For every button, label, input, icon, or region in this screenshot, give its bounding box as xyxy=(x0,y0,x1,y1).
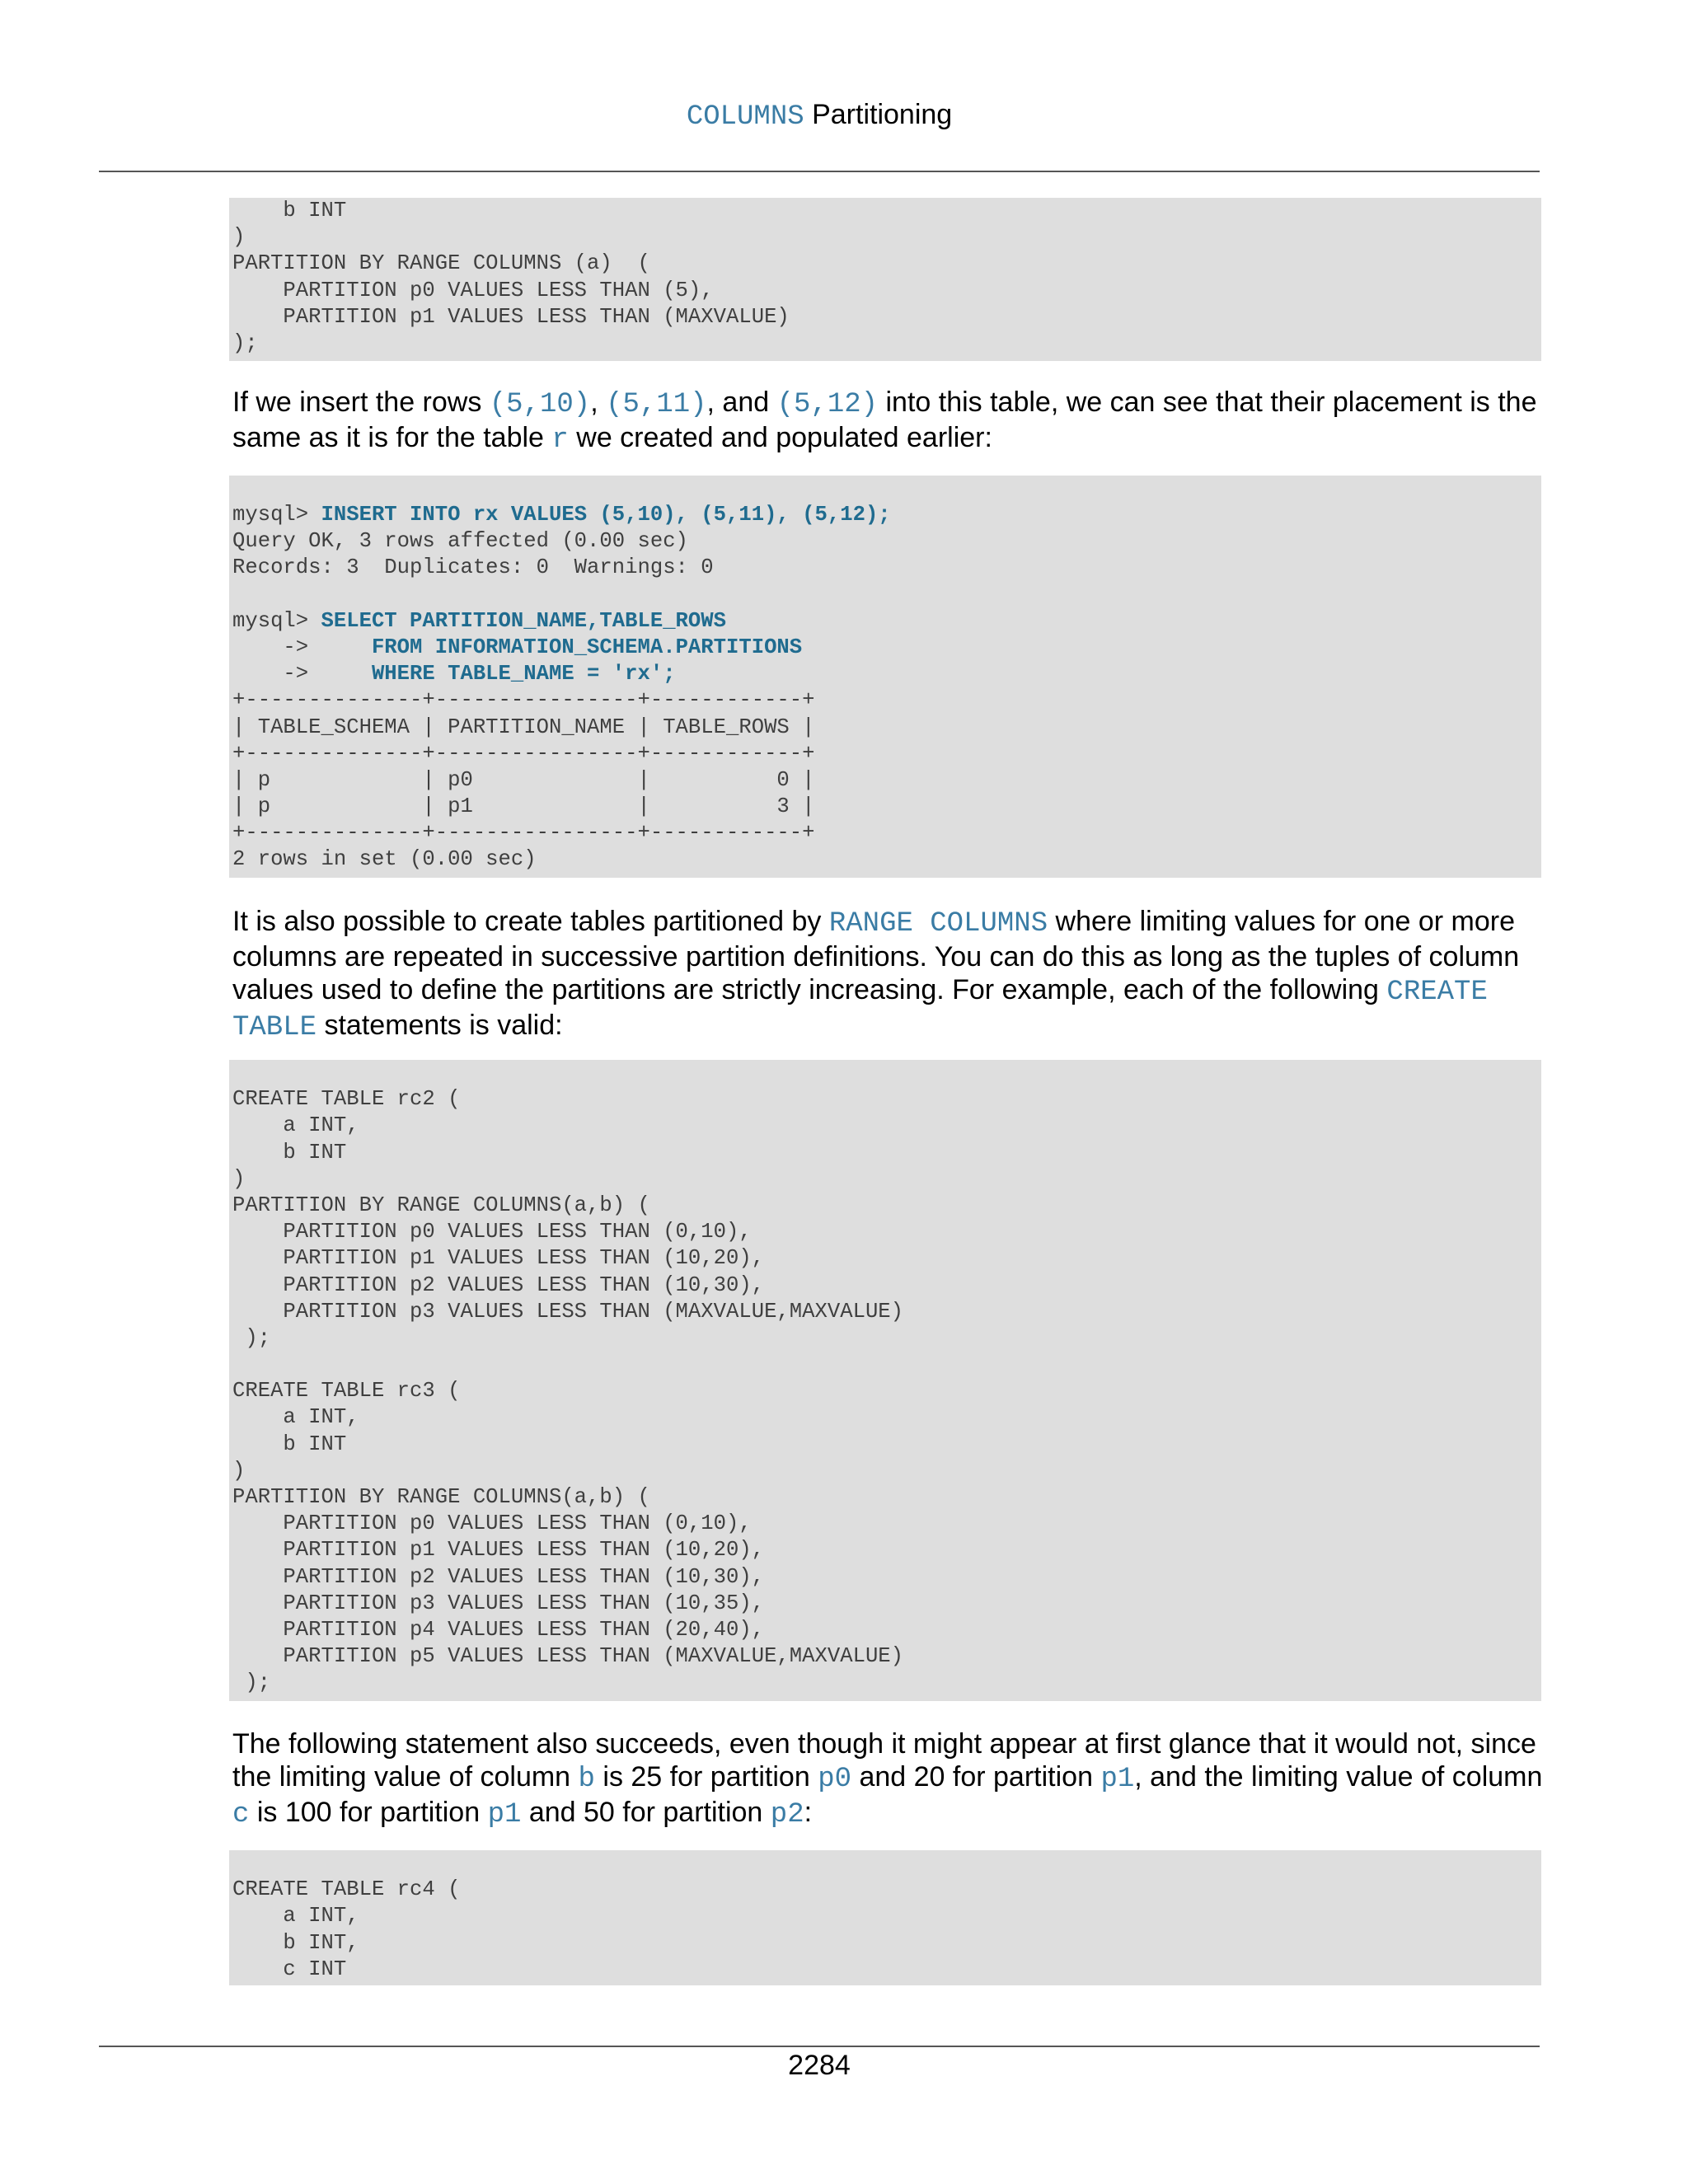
code-line xyxy=(232,1850,1541,1877)
code-line: ) xyxy=(232,225,246,250)
code-line: ); xyxy=(232,1671,271,1695)
para-text: where limiting values for one or more columns are repeated in successive partition definitions. You can do this as long as the tuples of column values used to define the partitions are strictly increasing. For example, each of the following xyxy=(232,906,1520,1005)
code-line: PARTITION p2 VALUES LESS THAN (10,30), xyxy=(232,1564,765,1589)
code-line xyxy=(232,582,1541,608)
result-table-row: | p | p0 | 0 | xyxy=(232,767,815,792)
code-line: ) xyxy=(232,1166,246,1191)
code-line: PARTITION p0 VALUES LESS THAN (0,10), xyxy=(232,1511,752,1536)
code-line: a INT, xyxy=(232,1113,359,1138)
mysql-continuation: -> xyxy=(232,662,372,687)
header-code-term: COLUMNS xyxy=(686,101,804,133)
para-text: statements is valid: xyxy=(316,1010,563,1041)
code-line: PARTITION p2 VALUES LESS THAN (10,30), xyxy=(232,1272,765,1297)
result-table-border: +--------------+----------------+------------+ xyxy=(232,688,815,713)
code-line: PARTITION p5 VALUES LESS THAN (MAXVALUE,MAXVALUE) xyxy=(232,1644,904,1669)
inline-code: p0 xyxy=(818,1764,852,1795)
code-line: b INT xyxy=(232,199,347,223)
code-line: PARTITION p0 VALUES LESS THAN (0,10), xyxy=(232,1220,752,1244)
code-line: b INT, xyxy=(232,1930,359,1955)
paragraph-rc4-explanation xyxy=(232,1727,1545,1831)
sql-command: FROM INFORMATION_SCHEMA.PARTITIONS xyxy=(371,635,803,659)
para-text: , and xyxy=(706,387,777,418)
para-text: and 20 for partition xyxy=(851,1761,1101,1793)
code-line: PARTITION BY RANGE COLUMNS(a,b) ( xyxy=(232,1485,650,1509)
code-line: Query OK, 3 rows affected (0.00 sec) xyxy=(232,529,688,554)
inline-code: (5,10) xyxy=(489,389,591,420)
result-table-row: | p | p1 | 3 | xyxy=(232,794,815,819)
mysql-prompt: mysql> xyxy=(232,503,321,527)
mysql-continuation: -> xyxy=(232,635,372,659)
code-line: a INT, xyxy=(232,1405,359,1430)
code-block-rc2-rc3 xyxy=(229,1060,1541,1701)
code-line: CREATE TABLE rc2 ( xyxy=(232,1087,461,1112)
code-line: c INT xyxy=(232,1957,347,1981)
footer-divider xyxy=(99,2046,1540,2047)
inline-code: p1 xyxy=(1100,1764,1135,1795)
code-line xyxy=(232,661,1541,687)
code-line: ); xyxy=(232,330,258,355)
code-line xyxy=(232,608,1541,635)
code-line: PARTITION p3 VALUES LESS THAN (MAXVALUE,MAXVALUE) xyxy=(232,1299,904,1324)
code-line: PARTITION p4 VALUES LESS THAN (20,40), xyxy=(232,1617,765,1642)
code-line xyxy=(232,502,1541,528)
inline-code: p2 xyxy=(770,1799,804,1830)
code-line: PARTITION BY RANGE COLUMNS (a) ( xyxy=(232,251,650,276)
header-title-text: Partitioning xyxy=(804,99,953,130)
code-line: ); xyxy=(232,1325,271,1350)
inline-code: (5,12) xyxy=(776,389,879,420)
para-text: It is also possible to create tables partitioned by xyxy=(232,906,829,937)
inline-code: (5,11) xyxy=(606,389,707,420)
para-text: , xyxy=(590,387,607,418)
inline-code: r xyxy=(551,424,569,456)
result-table-border: +--------------+----------------+------------+ xyxy=(232,741,815,766)
result-table-header: | TABLE_SCHEMA | PARTITION_NAME | TABLE_ROWS | xyxy=(232,715,815,739)
code-line: b INT xyxy=(232,1432,347,1456)
code-line: ) xyxy=(232,1458,246,1483)
result-table-border: +--------------+----------------+------------+ xyxy=(232,821,815,846)
inline-code: RANGE COLUMNS xyxy=(828,908,1048,940)
inline-code: p1 xyxy=(487,1799,522,1830)
code-line: CREATE TABLE rc3 ( xyxy=(232,1379,461,1404)
code-block-mysql-session xyxy=(229,476,1541,878)
mysql-prompt: mysql> xyxy=(232,608,321,633)
code-block-rc4 xyxy=(229,1850,1541,1985)
para-text: The following statement also succeeds, even though it might appear at first glance that it would not, since the limiting value of column xyxy=(232,1728,1536,1793)
code-line: CREATE TABLE rc4 ( xyxy=(232,1877,461,1902)
paragraph-range-columns xyxy=(232,905,1545,1044)
para-text: and 50 for partition xyxy=(521,1797,771,1828)
result-footer: 2 rows in set (0.00 sec) xyxy=(232,847,537,872)
para-text: , and the limiting value of column xyxy=(1134,1761,1543,1793)
inline-code: c xyxy=(232,1799,250,1830)
code-line xyxy=(232,1060,1541,1086)
inline-code: b xyxy=(578,1764,595,1795)
code-line: Records: 3 Duplicates: 0 Warnings: 0 xyxy=(232,555,714,580)
code-line: PARTITION p3 VALUES LESS THAN (10,35), xyxy=(232,1591,765,1615)
para-text: we created and populated earlier: xyxy=(568,422,992,453)
para-text: If we insert the rows xyxy=(232,387,490,418)
code-line: a INT, xyxy=(232,1904,359,1929)
code-line: PARTITION BY RANGE COLUMNS(a,b) ( xyxy=(232,1193,650,1217)
code-line: PARTITION p0 VALUES LESS THAN (5), xyxy=(232,278,714,302)
code-line: PARTITION p1 VALUES LESS THAN (MAXVALUE) xyxy=(232,304,790,329)
paragraph-insert-rows xyxy=(232,386,1545,457)
page-header xyxy=(0,94,1639,138)
sql-command: WHERE TABLE_NAME = 'rx'; xyxy=(371,662,676,687)
code-line xyxy=(232,635,1541,661)
sql-command: SELECT PARTITION_NAME,TABLE_ROWS xyxy=(321,608,726,633)
para-text: is 25 for partition xyxy=(594,1761,818,1793)
inline-code: CREATE TABLE xyxy=(232,977,1488,1043)
sql-command: INSERT INTO rx VALUES (5,10), (5,11), (5,12); xyxy=(321,503,891,527)
code-block-partition-range-a xyxy=(229,198,1541,361)
code-line: PARTITION p1 VALUES LESS THAN (10,20), xyxy=(232,1538,765,1563)
code-line: b INT xyxy=(232,1140,347,1165)
code-line: PARTITION p1 VALUES LESS THAN (10,20), xyxy=(232,1246,765,1271)
code-line xyxy=(232,1352,1541,1378)
para-text: into this table, we can see that their placement is the same as it is for the table xyxy=(232,387,1537,453)
para-text: : xyxy=(804,1797,813,1828)
page-number: 2284 xyxy=(788,2050,851,2081)
para-text: is 100 for partition xyxy=(249,1797,488,1828)
header-divider xyxy=(99,171,1540,172)
